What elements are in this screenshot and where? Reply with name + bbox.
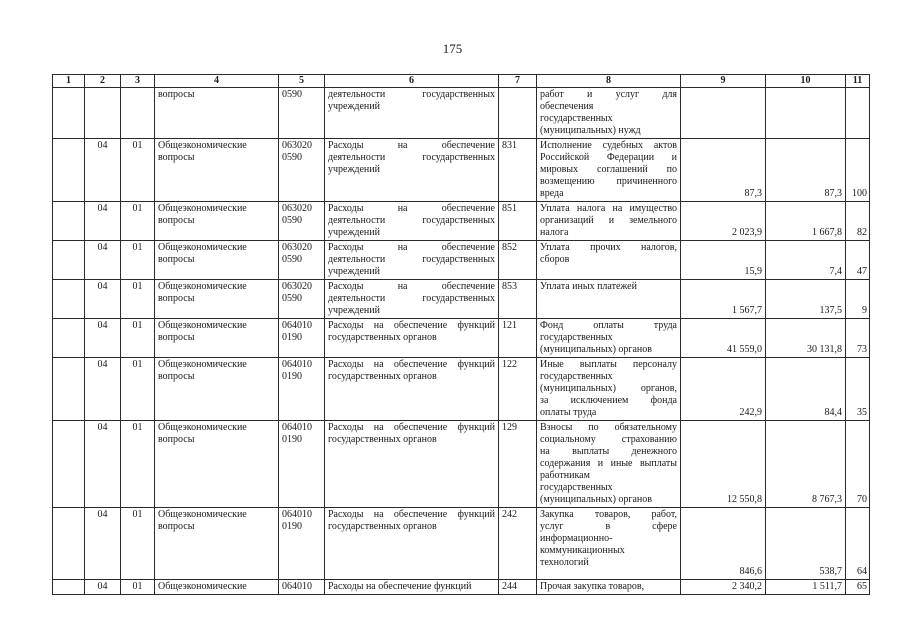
table-row: [53, 88, 870, 139]
header-row: [53, 75, 870, 88]
cell-line: технологий: [540, 557, 589, 568]
cell-col7: [499, 88, 537, 139]
cell-col7: [499, 319, 537, 358]
cell-text: 851: [502, 203, 517, 214]
cell-col11: [846, 580, 870, 595]
header-cell: 5: [279, 75, 325, 88]
cell-text: 064010 0190: [282, 320, 312, 343]
cell-text: 01: [132, 281, 143, 292]
cell-line: государственных: [540, 113, 613, 124]
cell-col9: [681, 88, 766, 139]
cell-col7: [499, 241, 537, 280]
cell-col9: [681, 202, 766, 241]
cell-line: Российской Федерации и: [540, 152, 677, 163]
cell-col2: [85, 421, 121, 508]
page-number: 175: [442, 41, 463, 56]
cell-col9: [681, 580, 766, 595]
budget-table: [52, 74, 870, 595]
cell-col11: [846, 241, 870, 280]
cell-col11: [846, 421, 870, 508]
cell-text: 7,4: [829, 266, 842, 277]
cell-col4: [155, 421, 279, 508]
cell-text: 063020 0590: [282, 140, 312, 163]
cell-col8: [537, 358, 681, 421]
cell-col1: [53, 421, 85, 508]
cell-col4: [155, 139, 279, 202]
cell-col9: [681, 358, 766, 421]
cell-text: 64: [857, 566, 867, 577]
cell-text: Общеэкономические: [158, 581, 247, 592]
cell-col6: [325, 139, 499, 202]
cell-col6: [325, 202, 499, 241]
cell-col11: [846, 280, 870, 319]
cell-line: оплаты труда: [540, 407, 597, 418]
cell-line: работникам: [540, 470, 590, 481]
cell-text: 063020 0590: [282, 242, 312, 265]
cell-text: Общеэкономические вопросы: [158, 281, 247, 304]
cell-text: 1 667,8: [812, 227, 842, 238]
cell-col3: [121, 202, 155, 241]
cell-text: 73: [857, 344, 867, 355]
cell-col11: [846, 319, 870, 358]
header-cell: 6: [325, 75, 499, 88]
cell-line: учреждений: [328, 164, 380, 175]
cell-text: 04: [97, 140, 108, 151]
cell-text: 01: [132, 359, 143, 370]
cell-line: деятельности государственных: [328, 89, 495, 100]
cell-col5: [279, 241, 325, 280]
cell-col10: [766, 241, 846, 280]
cell-text: 04: [97, 242, 108, 253]
cell-line: налога: [540, 227, 569, 238]
cell-text: 87,3: [744, 188, 762, 199]
cell-line: Уплата налога на имущество: [540, 203, 677, 214]
cell-col5: [279, 88, 325, 139]
cell-col6: [325, 508, 499, 580]
cell-col2: [85, 88, 121, 139]
cell-text: 063020 0590: [282, 203, 312, 226]
cell-col6: [325, 580, 499, 595]
cell-line: государственных: [540, 371, 613, 382]
cell-text: 70: [857, 494, 867, 505]
cell-col8: [537, 319, 681, 358]
cell-line: государственных органов: [328, 434, 437, 445]
cell-col7: [499, 202, 537, 241]
cell-col5: [279, 580, 325, 595]
cell-col8: [537, 88, 681, 139]
cell-text: 122: [502, 359, 517, 370]
cell-col2: [85, 139, 121, 202]
cell-col4: [155, 580, 279, 595]
cell-text: Общеэкономические вопросы: [158, 140, 247, 163]
table-row: [53, 139, 870, 202]
cell-col10: [766, 358, 846, 421]
cell-col2: [85, 508, 121, 580]
header-cell: 9: [681, 75, 766, 88]
cell-text: 852: [502, 242, 517, 253]
cell-col1: [53, 358, 85, 421]
cell-col10: [766, 139, 846, 202]
cell-text: 1 511,7: [812, 581, 842, 592]
cell-line: мировых соглашений по: [540, 164, 677, 175]
cell-col3: [121, 88, 155, 139]
cell-col4: [155, 508, 279, 580]
cell-col1: [53, 88, 85, 139]
cell-text: 01: [132, 203, 143, 214]
cell-col5: [279, 202, 325, 241]
cell-col1: [53, 139, 85, 202]
cell-col3: [121, 319, 155, 358]
cell-col6: [325, 319, 499, 358]
cell-col11: [846, 139, 870, 202]
cell-line: деятельности государственных: [328, 152, 495, 163]
cell-line: возмещению причиненного: [540, 176, 677, 187]
cell-col6: [325, 88, 499, 139]
cell-col7: [499, 139, 537, 202]
cell-text: 01: [132, 509, 143, 520]
cell-line: Расходы на обеспечение: [328, 140, 495, 151]
cell-line: Уплата иных платежей: [540, 281, 637, 292]
cell-text: Общеэкономические вопросы: [158, 320, 247, 343]
cell-text: 9: [862, 305, 867, 316]
cell-text: 41 559,0: [727, 344, 762, 355]
cell-text: 137,5: [819, 305, 842, 316]
cell-line: (муниципальных) органов: [540, 344, 653, 355]
cell-text: Общеэкономические вопросы: [158, 242, 247, 265]
cell-text: 2 340,2: [732, 581, 762, 592]
cell-text: 244: [502, 581, 517, 592]
cell-col3: [121, 421, 155, 508]
cell-text: 01: [132, 242, 143, 253]
cell-col7: [499, 421, 537, 508]
cell-text: 84,4: [824, 407, 842, 418]
cell-text: 01: [132, 422, 143, 433]
cell-col11: [846, 202, 870, 241]
cell-col7: [499, 358, 537, 421]
cell-col3: [121, 508, 155, 580]
cell-line: Расходы на обеспечение функций: [328, 359, 495, 370]
cell-text: Общеэкономические вопросы: [158, 359, 247, 382]
cell-col4: [155, 88, 279, 139]
cell-col3: [121, 358, 155, 421]
table-row: [53, 319, 870, 358]
table-row: [53, 421, 870, 508]
cell-line: (муниципальных) нужд: [540, 125, 641, 136]
cell-line: за исключением фонда: [540, 395, 677, 406]
cell-col8: [537, 508, 681, 580]
cell-text: 538,7: [819, 566, 842, 577]
cell-text: 04: [97, 281, 108, 292]
cell-line: (муниципальных) органов,: [540, 383, 677, 394]
cell-text: 2 023,9: [732, 227, 762, 238]
cell-text: 35: [857, 407, 867, 418]
cell-col6: [325, 421, 499, 508]
cell-col1: [53, 280, 85, 319]
cell-col8: [537, 241, 681, 280]
cell-text: 04: [97, 320, 108, 331]
cell-col7: [499, 580, 537, 595]
cell-text: 121: [502, 320, 517, 331]
cell-text: 129: [502, 422, 517, 433]
cell-text: 242: [502, 509, 517, 520]
cell-text: 853: [502, 281, 517, 292]
cell-col6: [325, 241, 499, 280]
header-cell: 3: [121, 75, 155, 88]
cell-line: государственных органов: [328, 332, 437, 343]
cell-col2: [85, 241, 121, 280]
cell-text: 063020 0590: [282, 281, 312, 304]
cell-line: Уплата прочих налогов,: [540, 242, 677, 253]
cell-col5: [279, 508, 325, 580]
cell-col2: [85, 280, 121, 319]
cell-line: государственных: [540, 332, 613, 343]
cell-col4: [155, 202, 279, 241]
cell-text: 04: [97, 581, 108, 592]
cell-line: учреждений: [328, 266, 380, 277]
cell-col2: [85, 580, 121, 595]
cell-line: социальному страхованию: [540, 434, 677, 445]
cell-col11: [846, 88, 870, 139]
cell-col6: [325, 358, 499, 421]
cell-text: 8 767,3: [812, 494, 842, 505]
cell-line: сборов: [540, 254, 570, 265]
cell-line: Фонд оплаты труда: [540, 320, 677, 331]
cell-line: на выплаты денежного: [540, 446, 677, 457]
cell-col9: [681, 319, 766, 358]
cell-line: учреждений: [328, 101, 380, 112]
cell-col7: [499, 508, 537, 580]
cell-col11: [846, 508, 870, 580]
header-cell: 7: [499, 75, 537, 88]
cell-line: государственных органов: [328, 371, 437, 382]
cell-line: Расходы на обеспечение функций: [328, 320, 495, 331]
cell-col7: [499, 280, 537, 319]
cell-text: 47: [857, 266, 867, 277]
cell-line: информационно-: [540, 533, 613, 544]
cell-text: вопросы: [158, 89, 195, 100]
cell-line: деятельности государственных: [328, 215, 495, 226]
cell-text: 04: [97, 509, 108, 520]
cell-line: Закупка товаров, работ,: [540, 509, 677, 520]
cell-text: 30 131,8: [807, 344, 842, 355]
cell-col9: [681, 241, 766, 280]
table-row: [53, 508, 870, 580]
cell-col9: [681, 139, 766, 202]
cell-col9: [681, 280, 766, 319]
cell-col10: [766, 580, 846, 595]
cell-line: коммуникационных: [540, 545, 625, 556]
cell-text: 15,9: [744, 266, 762, 277]
cell-text: 01: [132, 140, 143, 151]
cell-text: 064010: [282, 581, 312, 592]
cell-col3: [121, 241, 155, 280]
cell-col5: [279, 319, 325, 358]
cell-text: 82: [857, 227, 867, 238]
cell-line: Прочая закупка товаров,: [540, 581, 645, 592]
cell-line: (муниципальных) органов: [540, 494, 653, 505]
cell-col9: [681, 421, 766, 508]
cell-col10: [766, 508, 846, 580]
cell-text: 846,6: [739, 566, 762, 577]
cell-col5: [279, 280, 325, 319]
table-row: [53, 202, 870, 241]
cell-col5: [279, 358, 325, 421]
cell-col10: [766, 280, 846, 319]
cell-line: услуг в сфере: [540, 521, 677, 532]
cell-text: 04: [97, 359, 108, 370]
header-cell: 8: [537, 75, 681, 88]
cell-col8: [537, 580, 681, 595]
table-row: [53, 241, 870, 280]
cell-line: учреждений: [328, 305, 380, 316]
cell-col10: [766, 319, 846, 358]
cell-col10: [766, 202, 846, 241]
cell-text: Общеэкономические вопросы: [158, 203, 247, 226]
cell-line: Взносы по обязательному: [540, 422, 677, 433]
header-cell: 11: [846, 75, 870, 88]
cell-col3: [121, 580, 155, 595]
cell-text: 831: [502, 140, 517, 151]
cell-line: Расходы на обеспечение: [328, 281, 495, 292]
cell-col3: [121, 139, 155, 202]
cell-text: Общеэкономические вопросы: [158, 422, 247, 445]
cell-col9: [681, 508, 766, 580]
cell-col6: [325, 280, 499, 319]
cell-line: деятельности государственных: [328, 293, 495, 304]
cell-text: 65: [857, 581, 867, 592]
cell-col8: [537, 202, 681, 241]
cell-line: Расходы на обеспечение: [328, 242, 495, 253]
cell-col2: [85, 319, 121, 358]
cell-line: Расходы на обеспечение функций: [328, 422, 495, 433]
cell-col2: [85, 358, 121, 421]
cell-col4: [155, 241, 279, 280]
cell-col10: [766, 88, 846, 139]
cell-col10: [766, 421, 846, 508]
cell-col4: [155, 280, 279, 319]
cell-text: 01: [132, 320, 143, 331]
cell-text: 0590: [282, 89, 302, 100]
cell-text: 04: [97, 203, 108, 214]
header-cell: 1: [53, 75, 85, 88]
cell-col1: [53, 580, 85, 595]
cell-text: 064010 0190: [282, 422, 312, 445]
cell-text: 01: [132, 581, 143, 592]
cell-text: 064010 0190: [282, 359, 312, 382]
cell-line: Расходы на обеспечение: [328, 203, 495, 214]
cell-line: государственных: [540, 482, 613, 493]
header-cell: 2: [85, 75, 121, 88]
cell-line: вреда: [540, 188, 564, 199]
cell-line: государственных органов: [328, 521, 437, 532]
table-row: [53, 358, 870, 421]
cell-col8: [537, 421, 681, 508]
cell-text: 1 567,7: [732, 305, 762, 316]
header-cell: 10: [766, 75, 846, 88]
cell-col1: [53, 508, 85, 580]
cell-line: работ и услуг для: [540, 89, 677, 100]
cell-line: Исполнение судебных актов: [540, 140, 677, 151]
cell-col5: [279, 139, 325, 202]
cell-col3: [121, 280, 155, 319]
cell-col11: [846, 358, 870, 421]
cell-line: Расходы на обеспечение функций: [328, 509, 495, 520]
cell-col4: [155, 358, 279, 421]
cell-col4: [155, 319, 279, 358]
cell-line: организаций и земельного: [540, 215, 677, 226]
cell-line: учреждений: [328, 227, 380, 238]
cell-col8: [537, 139, 681, 202]
cell-text: 87,3: [824, 188, 842, 199]
cell-col1: [53, 319, 85, 358]
cell-text: 100: [852, 188, 867, 199]
table-row: [53, 280, 870, 319]
cell-col8: [537, 280, 681, 319]
cell-col1: [53, 202, 85, 241]
cell-line: обеспечения: [540, 101, 594, 112]
cell-line: Иные выплаты персоналу: [540, 359, 677, 370]
cell-col1: [53, 241, 85, 280]
cell-text: 04: [97, 422, 108, 433]
cell-text: 12 550,8: [727, 494, 762, 505]
cell-line: содержания и иные выплаты: [540, 458, 677, 469]
table-row: [53, 580, 870, 595]
cell-line: деятельности государственных: [328, 254, 495, 265]
cell-text: Общеэкономические вопросы: [158, 509, 247, 532]
cell-col5: [279, 421, 325, 508]
cell-line: Расходы на обеспечение функций: [328, 581, 472, 592]
header-cell: 4: [155, 75, 279, 88]
cell-text: 064010 0190: [282, 509, 312, 532]
cell-text: 242,9: [739, 407, 762, 418]
cell-col2: [85, 202, 121, 241]
